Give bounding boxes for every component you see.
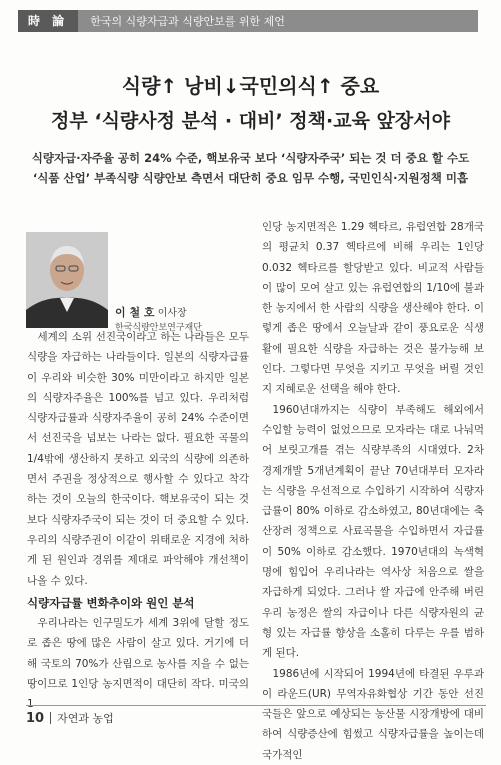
article-right-column <box>262 217 484 765</box>
paragraph: 1960년대까지는 식량이 부족해도 해외에서 수입할 능력이 없었으므로 모자라는 대로 나눠먹어 보릿고개를 겪는 식량부족의 시대였다. 2차 경제개발 5개년계획이 끝난 70년대부터 모자라는 식량을 우선적으로 수입하기 시작하여 식량자급률이 80% 이하로 감소하였고, 80년대에는 축산장려 정책으로 사료곡물을 수입하면서 자급률이 50% 이하로 감소했다. 1970년대의 녹색혁명에 힘입어 우리나라는 역사상 처음으로 쌀을 자급하게 되었다. 그러나 쌀 자급에 안주해 버린 우리 농정은 쌀의 자급이나 다른 식량자원의 균형 있는 자급률 향상을 소홀히 다루는 우를 범하게 된다. <box>262 403 484 660</box>
page-footer <box>26 710 114 726</box>
author-portrait-image <box>26 232 108 328</box>
paragraph: 1986년에 시작되어 1994년에 타결된 우루과이 라운드(UR) 무역자유화협상 기간 동안 선진국들은 앞으로 예상되는 농산물 시장개방에 대비하여 식량증산에 힘썼고 식량자급률을 높이는데 국가적인 <box>262 667 484 761</box>
author-title: 이사장 <box>157 308 187 319</box>
author-affiliation: 한국식량안보연구재단 <box>115 323 202 333</box>
paragraph: 인당 농지면적은 1.29 헥타르, 유럽연합 28개국의 평균치 0.37 헥타르에 비해 우리는 1인당 0.032 헥타르를 할당받고 있다. 비교적 사람들이 많이 모여 살고 있는 유럽연합의 1/10에 불과한 농지에서 한 사람의 식량을 생산해야 한다. 이렇게 좁은 땅에서 오늘날과 같이 풍요로운 식생활에 필요한 식량을 자급하는 것은 불가능해 보인다. 그렇다면 무엇을 지키고 무엇을 버릴 것인지 지혜로운 선택을 해야 한다. <box>262 221 484 396</box>
publication-name: 자연과 농업 <box>57 712 114 725</box>
deck-line1: 식량자급·자주율 공히 24% 수준, 핵보유국 보다 ‘식량자주국’ 되는 것 더 중요 할 수도 <box>31 151 470 165</box>
footer-separator <box>50 712 51 724</box>
page-number: 10 <box>26 710 45 726</box>
paragraph: 세계의 소위 선진국이라고 하는 나라들은 모두 식량을 자급하는 나라들이다. 일본의 식량자급률이 우리와 비슷한 30% 미만이라고 하지만 일본의 식량자주율은 100%를 넘고 있다. 우리처럼 식량자급률과 식량자주율이 공히 24% 수준이면서 선진국을 넘보는 나라는 없다. 필요한 곡물의 1/4밖에 생산하지 못하고 외국의 식량에 의존하면서 주권을 정상적으로 행사할 수 있다고 착각하는 것이 오늘의 한국이다. 핵보유국이 되는 것보다 식량자주국이 되는 것이 더 중요할 수 있다. 우리의 식량주권이 이같이 위태로운 지경에 처하게 된 원인과 경위를 제대로 파악해야 개선책이 나올 수 있다. <box>27 331 249 587</box>
column-subtitle: 한국의 식량자급과 식량안보를 위한 제언 <box>90 15 285 28</box>
paragraph: 우리나라는 인구밀도가 세계 3위에 달할 정도로 좁은 땅에 많은 사람이 살고 있다. 거기에 더해 국토의 70%가 산림으로 농사를 지을 수 없는 땅이므로 1인당 농지면적이 대단히 작다. 미국의 <box>27 617 249 691</box>
header-bar <box>18 10 478 32</box>
footer-divider <box>26 705 486 706</box>
author-photo <box>26 232 108 328</box>
author-byline <box>115 304 187 320</box>
column-tag: 時 論 <box>18 10 78 32</box>
headline-line1: 식량↑ 낭비↓국민의식↑ 중요 <box>121 74 380 98</box>
headline-line2: 정부 ‘식량사정 분석 · 대비’ 정책·교육 앞장서야 <box>51 110 450 132</box>
deck-line2: ‘식품 산업’ 부족식량 식량안보 측면서 대단히 중요 임무 수행, 국민인식·지원정책 미흡 <box>32 171 469 185</box>
section-heading: 식량자급률 변화추이와 원인 분석 <box>27 595 195 610</box>
author-name: 이 철 호 <box>115 306 155 319</box>
article-left-column <box>27 327 249 715</box>
